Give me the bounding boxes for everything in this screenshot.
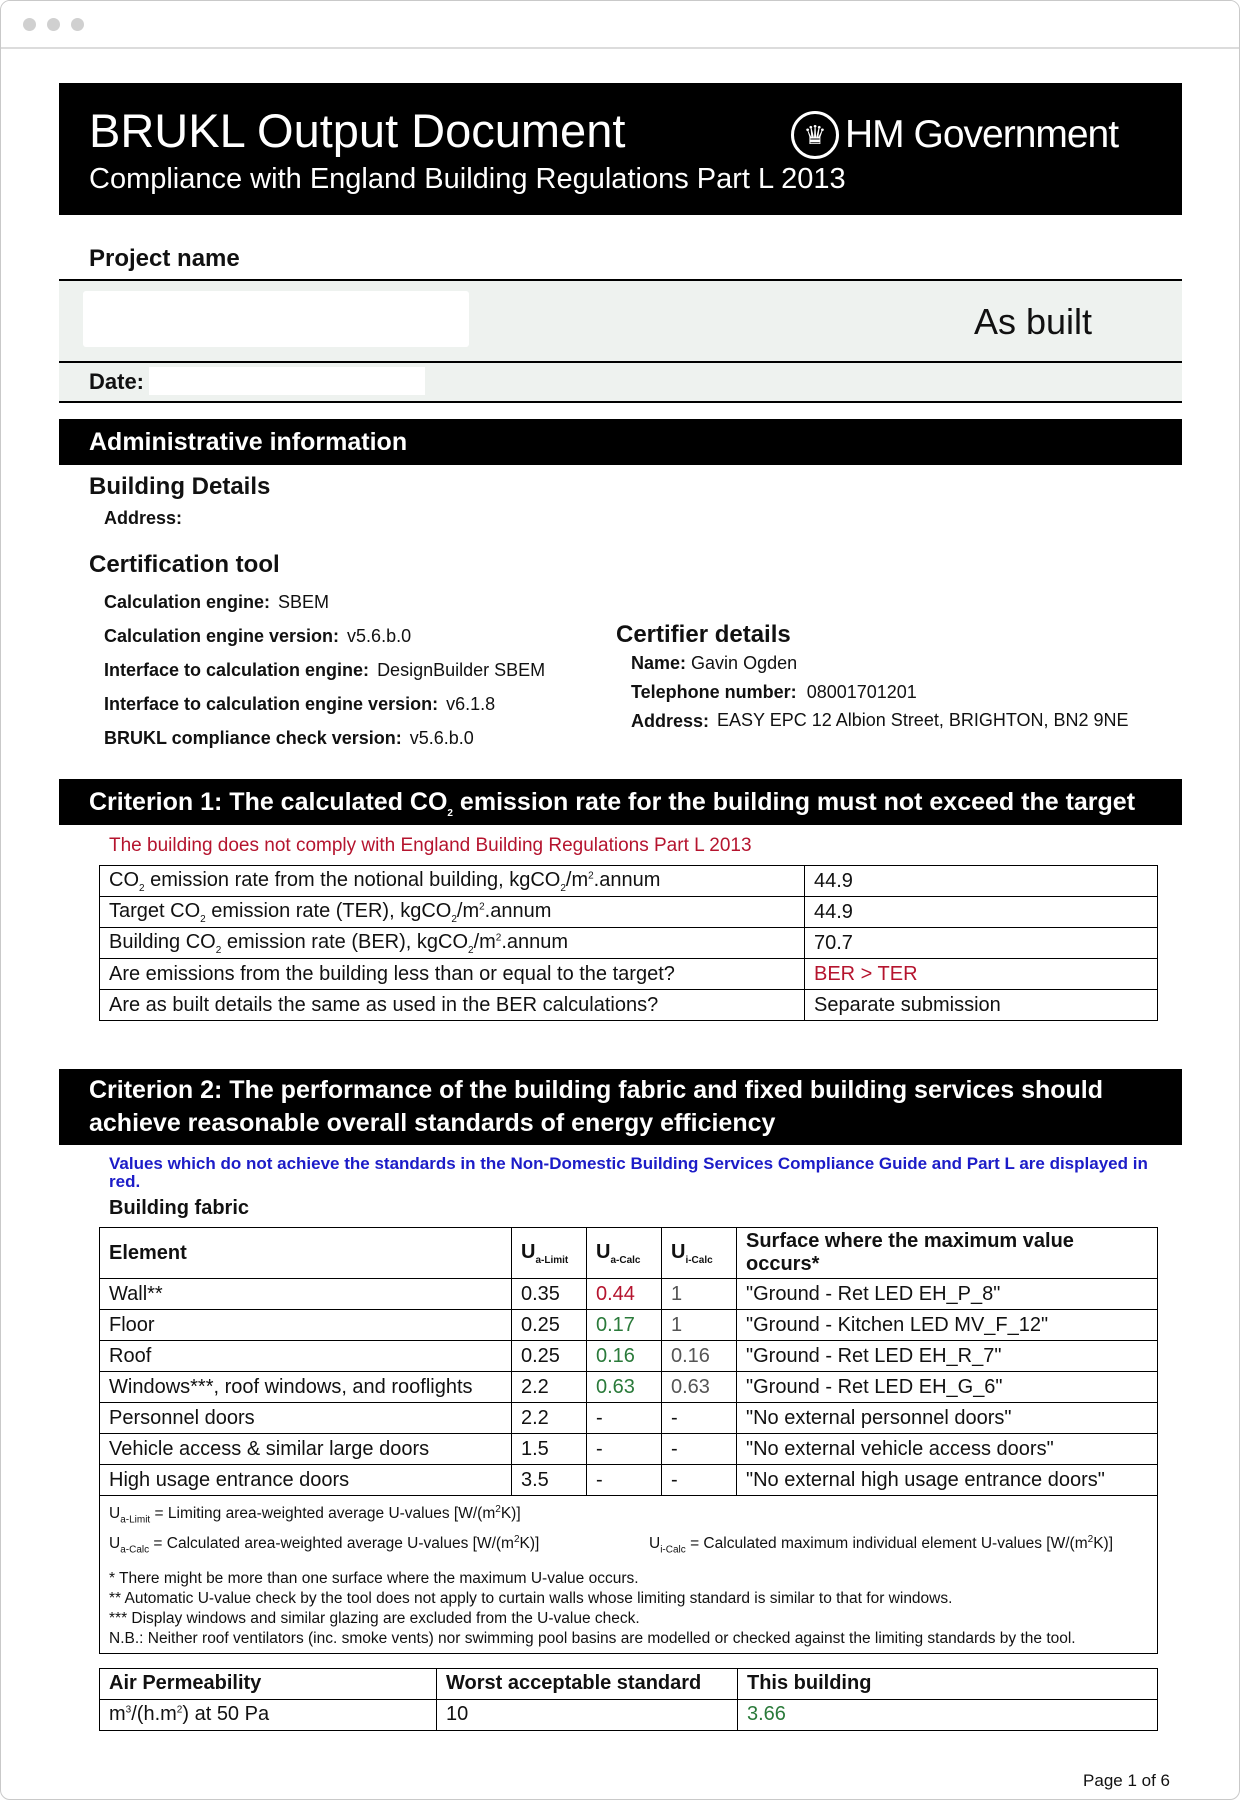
criterion1-table (99, 865, 1158, 1021)
certifier-name: Gavin Ogden (691, 653, 798, 673)
document-page (59, 83, 1182, 1791)
table-row (100, 928, 1158, 959)
col-worst: Worst acceptable standard (437, 1668, 738, 1699)
row-label: Are as built details the same as used in the BER calculations? (100, 990, 805, 1021)
table-row (100, 1279, 1158, 1310)
certifier-heading: Certifier details (616, 621, 791, 648)
criterion1-heading (59, 779, 1182, 825)
address-label: Address: (104, 508, 183, 528)
date-row (59, 361, 1182, 403)
tool-row (104, 585, 1182, 619)
tool-value: v5.6.b.0 (409, 728, 474, 748)
row-value: BER > TER (805, 959, 1158, 990)
cell: 0.17 (587, 1310, 662, 1341)
table-row (100, 959, 1158, 990)
cell: "No external high usage entrance doors" (737, 1465, 1158, 1496)
cell: 2.2 (512, 1372, 587, 1403)
col-surface: Surface where the maximum value occurs* (737, 1228, 1158, 1279)
cell: "Ground - Kitchen LED MV_F_12" (737, 1310, 1158, 1341)
royal-crest-icon: ♛ (791, 111, 839, 159)
project-name-label: Project name (89, 245, 240, 272)
cell: Floor (100, 1310, 512, 1341)
criterion1-heading-text: Criterion 1: The calculated CO (89, 788, 448, 816)
footnote: *** Display windows and similar glazing are excluded from the U-value check. (109, 1609, 640, 1627)
cell: 1 (662, 1310, 737, 1341)
document-subtitle: Compliance with England Building Regulations Part L 2013 (89, 163, 846, 195)
certifier-tel: 08001701201 (806, 682, 917, 702)
cert-area (59, 551, 1182, 767)
cell: - (587, 1434, 662, 1465)
row-label: Are emissions from the building less than or equal to the target? (100, 959, 805, 990)
cell: "Ground - Ret LED EH_P_8" (737, 1279, 1158, 1310)
certifier-address-row (631, 711, 1131, 732)
table-row (100, 866, 1158, 897)
row-label: Target $CO_2$ emission rate (TER), $kgCO_2/m^2.annum$ (100, 897, 805, 928)
cell: 0.63 (587, 1372, 662, 1403)
certification-tool-heading: Certification tool (89, 551, 280, 578)
table-row (100, 1434, 1158, 1465)
criterion2-heading-line: Criterion 2: The performance of the building fabric and fixed building services should (89, 1076, 1104, 1104)
cell: Roof (100, 1341, 512, 1372)
cell: 0.25 (512, 1341, 587, 1372)
table-row (100, 897, 1158, 928)
footnote: ** Automatic U-value check by the tool does not apply to curtain walls whose limiting standard is similar to that for windows. (109, 1589, 953, 1607)
cell: 1.5 (512, 1434, 587, 1465)
criterion1-heading-text: emission rate for the building must not exceed the target (452, 788, 1136, 816)
cell: Windows***, roof windows, and rooflights (100, 1372, 512, 1403)
table-row (100, 1341, 1158, 1372)
project-status: As built (973, 301, 1092, 342)
cell: - (587, 1403, 662, 1434)
col-ucalc: $U_{a-Calc}$ (587, 1228, 662, 1279)
row-value: 44.9 (805, 897, 1158, 928)
criterion1-heading-sub: 2 (447, 808, 453, 819)
cell: "No external vehicle access doors" (737, 1434, 1158, 1465)
footnote: N.B.: Neither roof ventilators (inc. smoke vents) nor swimming pool basins are modelled or checked against the limiting standards by the tool. (109, 1629, 1076, 1647)
window-control-dot[interactable] (47, 18, 60, 31)
project-name-box (59, 279, 1182, 361)
cell: High usage entrance doors (100, 1465, 512, 1496)
cell: 3.5 (512, 1465, 587, 1496)
air-this: 3.66 (738, 1699, 1158, 1730)
cell: Vehicle access & similar large doors (100, 1434, 512, 1465)
window-control-dot[interactable] (71, 18, 84, 31)
redacted-project-name (83, 291, 469, 347)
col-ulimit: $U_{a-Limit}$ (512, 1228, 587, 1279)
footnotes (100, 1496, 1158, 1654)
gov-logo-text: HM Government (845, 113, 1119, 156)
date-label: Date: (89, 369, 145, 394)
page-number: Page 1 of 6 (1083, 1770, 1170, 1790)
certifier-address-label: Address: (631, 711, 710, 731)
cell: "Ground - Ret LED EH_R_7" (737, 1341, 1158, 1372)
cell: 0.63 (662, 1372, 737, 1403)
cell: - (662, 1403, 737, 1434)
tool-label: Calculation engine version: (104, 626, 340, 646)
col-this: This building (738, 1668, 1158, 1699)
building-fabric-table (99, 1227, 1158, 1654)
table-row (100, 1699, 1158, 1730)
admin-section-heading: Administrative information (59, 419, 1182, 465)
cell: - (587, 1465, 662, 1496)
row-label: Building $CO_2$ emission rate (BER), $kgCO_2/m^2.annum$ (100, 928, 805, 959)
criterion2-heading-line: achieve reasonable overall standards of energy efficiency (89, 1109, 776, 1137)
cell: Personnel doors (100, 1403, 512, 1434)
table-row (100, 1403, 1158, 1434)
redacted-date (149, 367, 425, 395)
cell: 0.16 (587, 1341, 662, 1372)
certifier-tel-row (631, 682, 1131, 711)
cell: - (662, 1465, 737, 1496)
document-header (59, 83, 1182, 215)
certifier-address: EASY EPC 12 Albion Street, BRIGHTON, BN2 9NE (717, 710, 1129, 730)
table-row (100, 1310, 1158, 1341)
row-value: 70.7 (805, 928, 1158, 959)
air-permeability-table (99, 1668, 1158, 1731)
cell: 0.44 (587, 1279, 662, 1310)
cell: 0.35 (512, 1279, 587, 1310)
criterion2-heading (59, 1069, 1182, 1145)
row-value: Separate submission (805, 990, 1158, 1021)
address-row (104, 503, 1182, 533)
footnote-uicalc: $U_{i-Calc}$ = Calculated maximum individual element U-values $[W/(m^2K)]$ (649, 1534, 1113, 1556)
certifier-name-row (631, 653, 1131, 682)
col-element: Element (100, 1228, 512, 1279)
cell: 1 (662, 1279, 737, 1310)
air-worst: 10 (437, 1699, 738, 1730)
cell: 0.25 (512, 1310, 587, 1341)
tool-label: Interface to calculation engine: (104, 660, 370, 680)
footnotes-row (100, 1496, 1158, 1654)
col-uicalc: $U_{i-Calc}$ (662, 1228, 737, 1279)
certifier-name-label: Name: (631, 653, 687, 673)
certifier-tel-label: Telephone number: (631, 682, 797, 702)
building-fabric-heading: Building fabric (109, 1197, 249, 1219)
tool-value: v5.6.b.0 (347, 626, 412, 646)
certifier-details (616, 621, 1131, 732)
tool-label: BRUKL compliance check version: (104, 728, 402, 748)
table-row (100, 990, 1158, 1021)
footnote-ulimit: $U_{a-Limit}$ = Limiting area-weighted average U-values $[W/(m^2K)]$ (109, 1504, 521, 1526)
footnote-ucalc: $U_{a-Calc}$ = Calculated area-weighted average U-values $[W/(m^2K)]$ (109, 1534, 540, 1556)
document-title: BRUKL Output Document (89, 104, 626, 157)
cell: "Ground - Ret LED EH_G_6" (737, 1372, 1158, 1403)
window-titlebar (1, 1, 1239, 49)
row-label: $CO_2$ emission rate from the notional building, $kgCO_2/m^2.annum$ (100, 866, 805, 897)
tool-label: Calculation engine: (104, 592, 271, 612)
cell: 0.16 (662, 1341, 737, 1372)
hm-government-logo (791, 111, 1118, 159)
air-unit: $m^3/(h.m^2)$ at 50 Pa (100, 1699, 437, 1730)
cell: Wall** (100, 1279, 512, 1310)
cell: 2.2 (512, 1403, 587, 1434)
table-header-row (100, 1228, 1158, 1279)
footnote-ucalc-row (109, 1530, 1148, 1560)
cell: - (662, 1434, 737, 1465)
tool-value: SBEM (278, 592, 330, 612)
tool-value: v6.1.8 (446, 694, 496, 714)
table-row (100, 1465, 1158, 1496)
cell: "No external personnel doors" (737, 1403, 1158, 1434)
table-header-row (100, 1668, 1158, 1699)
building-details-heading: Building Details (89, 473, 271, 500)
row-value: 44.9 (805, 866, 1158, 897)
col-air: Air Permeability (100, 1668, 437, 1699)
compliance-status: The building does not comply with England Building Regulations Part L 2013 (109, 835, 752, 856)
tool-label: Interface to calculation engine version: (104, 694, 439, 714)
tool-value: DesignBuilder SBEM (377, 660, 546, 680)
footnote: * There might be more than one surface where the maximum U-value occurs. (109, 1569, 639, 1587)
window-control-dot[interactable] (23, 18, 36, 31)
criterion2-note: Values which do not achieve the standards in the Non-Domestic Building Services Compliance Guide and Part L are displayed in red. (109, 1154, 1148, 1191)
table-row (100, 1372, 1158, 1403)
